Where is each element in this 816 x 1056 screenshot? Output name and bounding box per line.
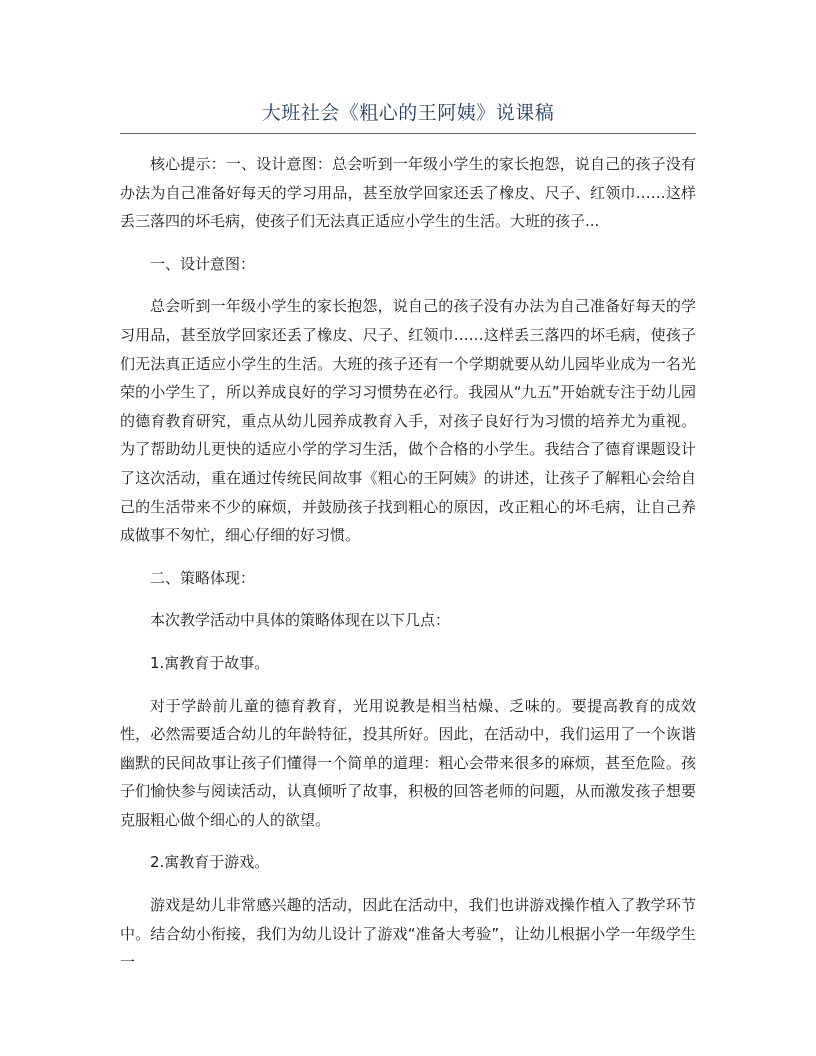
summary-paragraph: 核心提示：一、设计意图：总会听到一年级小学生的家长抱怨，说自己的孩子没有办法为自己准备好每天的学习用品，甚至放学回家还丢了橡皮、尺子、红领巾……这样丢三落四的坏毛病，使孩子们无法真正适应小学生的生活。大班的孩子... (120, 155, 696, 231)
document-body (120, 150, 696, 977)
title-divider (120, 133, 696, 134)
body-paragraph: 本次教学活动中具体的策略体现在以下几点： (150, 611, 451, 630)
document-title: 大班社会《粗心的王阿姨》说课稿 (261, 102, 555, 124)
subheading-story: 1.寓教育于故事。 (150, 653, 270, 672)
section-heading-design-intent: 一、设计意图： (150, 254, 256, 273)
body-paragraph: 总会听到一年级小学生的家长抱怨，说自己的孩子没有办法为自己准备好每天的学习用品，甚至放学回家还丢了橡皮、尺子、红领巾……这样丢三落四的坏毛病，使孩子们无法真正适应小学生的生活。大班的孩子还有一个学期就要从幼儿园毕业成为一名光荣的小学生了，所以养成良好的学习习惯势在必行。我园从“九五”开始就专注于幼儿园的德育教育研究，重点从幼儿园养成教育入手，对孩子良好行为习惯的培养尤为重视。为了帮助幼儿更快的适应小学的学习生活，做个合格的小学生。我结合了德育课题设计了这次活动，重在通过传统民间故事《粗心的王阿姨》的讲述，让孩子了解粗心会给自己的生活带来不少的麻烦，并鼓励孩子找到粗心的原因，改正粗心的坏毛病，让自己养成做事不匆忙，细心仔细的好习惯。 (120, 297, 696, 545)
body-paragraph: 游戏是幼儿非常感兴趣的活动，因此在活动中，我们也讲游戏操作植入了教学环节中。结合幼小衔接，我们为幼儿设计了游戏“准备大考验”，让幼儿根据小学一年级学生一 (120, 896, 696, 972)
subheading-game: 2.寓教育于游戏。 (150, 853, 270, 872)
section-heading-strategy: 二、策略体现： (150, 568, 256, 587)
body-paragraph: 对于学龄前儿童的德育教育，光用说教是相当枯燥、乏味的。要提高教育的成效性，必然需要适合幼儿的年龄特征，投其所好。因此，在活动中，我们运用了一个诙谐幽默的民间故事让孩子们懂得一个简单的道理：粗心会带来很多的麻烦，甚至危险。孩子们愉快参与阅读活动，认真倾听了故事，积极的回答老师的问题，从而激发孩子想要克服粗心做个细心的人的欲望。 (120, 696, 696, 829)
